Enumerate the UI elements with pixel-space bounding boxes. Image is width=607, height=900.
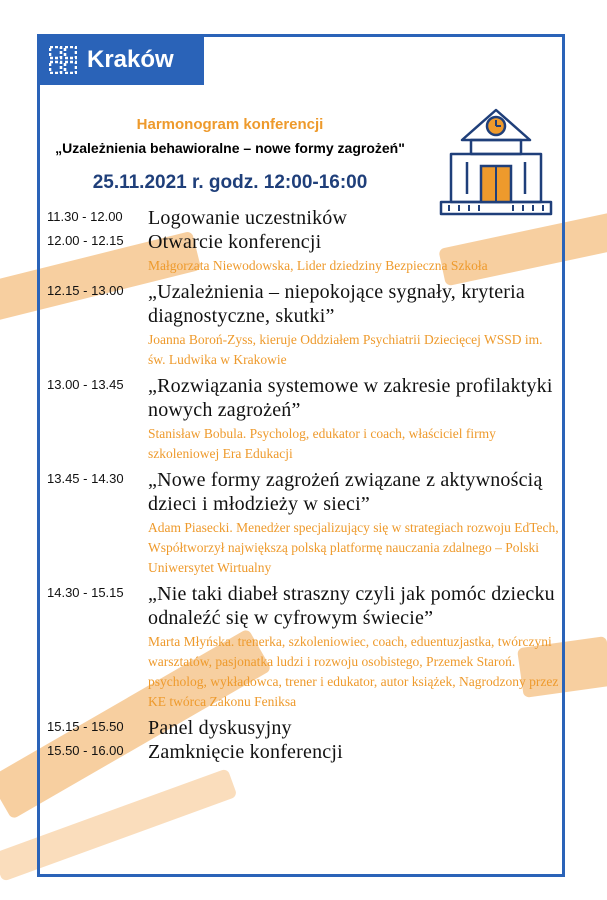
agenda-title: „Uzależnienia – niepokojące sygnały, kryteria diagnostyczne, skutki”: [148, 281, 525, 327]
logo-text: Kraków: [87, 45, 174, 73]
agenda-title: „Nowe formy zagrożeń związane z aktywnością dzieci i młodzieży w sieci”: [148, 469, 543, 515]
schedule-label: Harmonogram konferencji: [136, 116, 324, 133]
agenda-item: [47, 374, 562, 468]
agenda-speaker: Małgorzata Niewodowska, Lider dziedziny Bezpieczna Szkoła: [148, 258, 488, 273]
agenda-time: 13.45 - 14.30: [47, 471, 124, 486]
conference-datetime: 25.11.2021 r. godz. 12:00-16:00: [92, 172, 368, 193]
town-hall-icon: [437, 100, 555, 218]
agenda-speaker: Joanna Boroń-Zyss, kieruje Oddziałem Psychiatrii Dziecięcej WSSD im. św. Ludwika w Krakowie: [148, 332, 543, 367]
agenda-title: Logowanie uczestników: [148, 207, 348, 229]
agenda-item: [47, 716, 562, 740]
agenda-item: [47, 206, 562, 230]
agenda-item: [47, 468, 562, 582]
agenda-time: 15.50 - 16.00: [47, 743, 124, 758]
agenda-title: Otwarcie konferencji: [148, 231, 322, 253]
agenda-time: 15.15 - 15.50: [47, 719, 124, 734]
agenda-time: 11.30 - 12.00: [47, 209, 123, 224]
agenda-item: [47, 230, 562, 280]
agenda-time: 13.00 - 13.45: [47, 377, 124, 392]
agenda-item: [47, 582, 562, 716]
agenda-title: „Nie taki diabeł straszny czyli jak pomóc dziecku odnaleźć się w cyfrowym świecie”: [148, 583, 555, 629]
agenda-title: Panel dyskusyjny: [148, 717, 292, 739]
agenda-speaker: Marta Młyńska. trenerka, szkoleniowiec, coach, eduentuzjastka, twórczyni warsztatów, pasjonatka ludzi i rozwoju osobistego, Przemek Staroń. psycholog, wykładowca, trener i edukator, autor książek, Nagrodzony przez KE twórca Zakonu Feniksa: [148, 634, 559, 709]
agenda-time: 14.30 - 15.15: [47, 585, 124, 600]
agenda-speaker: Stanisław Bobula. Psycholog, edukator i coach, właściciel firmy szkoleniowej Era Edukacji: [148, 426, 496, 461]
agenda-time: 12.00 - 12.15: [47, 233, 124, 248]
agenda-list: [47, 206, 562, 764]
krakow-logo-icon: [49, 46, 77, 74]
agenda-title: Zamknięcie konferencji: [148, 741, 343, 763]
agenda-item: [47, 740, 562, 764]
agenda-speaker: Adam Piasecki. Menedżer specjalizujący się w strategiach rozwoju EdTech, Współtworzył największą polską platformę nauczania zdalnego – Polski Uniwersytet Wirtualny: [148, 520, 559, 575]
agenda-item: [47, 280, 562, 374]
krakow-logo: [37, 34, 204, 85]
conference-title: „Uzależnienia behawioralne – nowe formy zagrożeń": [55, 140, 405, 156]
agenda-time: 12.15 - 13.00: [47, 283, 124, 298]
agenda-title: „Rozwiązania systemowe w zakresie profilaktyki nowych zagrożeń”: [148, 375, 553, 421]
